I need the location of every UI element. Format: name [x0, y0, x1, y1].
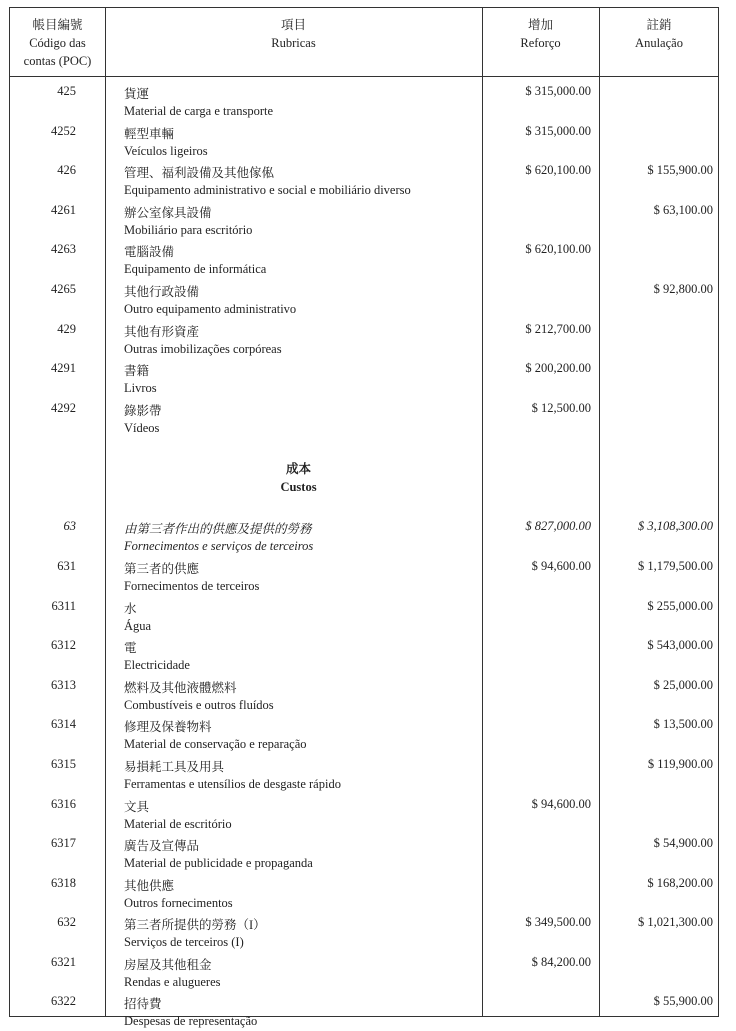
row-label-zh: 其他供應 — [124, 878, 175, 893]
table-row — [10, 121, 720, 161]
row-code: 4265 — [51, 281, 76, 296]
row-label-zh: 書籍 — [124, 364, 150, 379]
table-body — [10, 81, 720, 1031]
row-label-pt: Combustíveis e outros fluídos — [124, 697, 274, 712]
table-row — [10, 319, 720, 359]
header-anulacao-zh: 註銷 — [646, 18, 672, 32]
row-label-zh: 易損耗工具及用具 — [124, 759, 225, 774]
row-anulacao: $ 63,100.00 — [653, 202, 713, 217]
row-code: 425 — [57, 84, 76, 98]
row-code: 426 — [57, 163, 76, 178]
row-anulacao: $ 1,179,500.00 — [638, 558, 713, 573]
row-anulacao: $ 543,000.00 — [647, 638, 713, 653]
section-heading-zh: 成本 — [285, 462, 311, 477]
header-reforco-pt: Reforço — [520, 36, 561, 50]
row-anulacao: $ 92,800.00 — [653, 281, 713, 296]
row-label-zh: 電腦設備 — [124, 245, 175, 260]
row-anulacao: $ 55,900.00 — [653, 994, 713, 1009]
header-anulacao-pt: Anulação — [635, 36, 683, 50]
table-row — [10, 160, 720, 200]
row-code: 63 — [63, 519, 76, 534]
row-label-pt: Electricidade — [124, 658, 190, 673]
row-code: 6322 — [51, 994, 76, 1009]
row-label-pt: Vídeos — [124, 420, 160, 435]
row-label-pt: Ferramentas e utensílios de desgaste rápido — [124, 776, 341, 791]
table-row — [10, 794, 720, 834]
row-anulacao: $ 155,900.00 — [647, 163, 713, 178]
row-label-pt: Serviços de terceiros (I) — [124, 935, 244, 950]
row-code: 6312 — [51, 638, 76, 653]
row-label-zh: 修理及保養物料 — [124, 720, 212, 735]
row-label-zh: 水 — [124, 601, 137, 616]
row-reforco: $ 84,200.00 — [531, 954, 591, 969]
row-label-zh: 電 — [124, 641, 137, 656]
table-row — [10, 279, 720, 319]
row-reforco: $ 94,600.00 — [531, 558, 591, 573]
table-row — [10, 635, 720, 675]
row-label-pt: Material de carga e transporte — [124, 104, 273, 118]
row-label-zh: 第三者的供應 — [124, 561, 200, 576]
row-code: 632 — [57, 915, 76, 930]
row-label-pt: Veículos ligeiros — [124, 143, 208, 158]
row-label-pt: Livros — [124, 381, 157, 396]
table-row — [10, 912, 720, 952]
table-row — [10, 952, 720, 992]
section-heading — [10, 437, 720, 516]
row-label-zh: 錄影帶 — [124, 403, 162, 418]
row-code: 6317 — [51, 836, 76, 851]
table-row — [10, 833, 720, 873]
row-label-pt: Rendas e alugueres — [124, 974, 221, 989]
header-code-pt-2: contas (POC) — [23, 54, 92, 68]
header-reforco — [482, 8, 599, 76]
row-label-zh: 其他有形資產 — [124, 324, 200, 339]
row-code: 429 — [57, 321, 76, 336]
table-row — [10, 239, 720, 279]
table-row — [10, 873, 720, 913]
section-heading-pt: Custos — [280, 480, 317, 495]
row-reforco: $ 200,200.00 — [525, 361, 591, 376]
header-divider — [10, 76, 718, 77]
row-reforco: $ 827,000.00 — [525, 519, 591, 534]
row-code: 4291 — [51, 361, 76, 376]
row-label-zh: 房屋及其他租金 — [124, 957, 212, 972]
row-label-zh: 招待費 — [124, 997, 162, 1012]
table-row — [10, 675, 720, 715]
row-label-zh: 文具 — [124, 799, 150, 814]
row-label-pt: Material de publicidade e propaganda — [124, 856, 313, 871]
header-code — [10, 8, 105, 76]
row-code: 6316 — [51, 796, 76, 811]
header-anulacao — [599, 8, 719, 76]
table-row — [10, 398, 720, 438]
row-label-pt: Outras imobilizações corpóreas — [124, 341, 282, 356]
table-row — [10, 596, 720, 636]
table-row — [10, 714, 720, 754]
row-reforco: $ 94,600.00 — [531, 796, 591, 811]
table-row — [10, 991, 720, 1031]
table-row — [10, 200, 720, 240]
table-row — [10, 754, 720, 794]
table-row — [10, 81, 720, 121]
row-label-zh: 由第三者作出的供應及提供的勞務 — [124, 522, 312, 537]
header-code-zh: 帳目編號 — [32, 18, 83, 32]
row-label-zh: 燃料及其他液體燃料 — [124, 680, 237, 695]
row-label-pt: Material de conservação e reparação — [124, 737, 307, 752]
header-item-zh: 項目 — [280, 18, 306, 32]
row-label-zh: 管理、福利設備及其他傢俬 — [124, 166, 275, 181]
row-code: 4263 — [51, 242, 76, 257]
row-label-pt: Água — [124, 618, 152, 633]
row-reforco: $ 12,500.00 — [531, 400, 591, 415]
table-frame — [9, 7, 719, 1029]
table-row — [10, 516, 720, 556]
row-label-pt: Fornecimentos de terceiros — [124, 578, 260, 593]
row-label-zh: 貨運 — [124, 87, 150, 101]
row-code: 6315 — [51, 756, 76, 771]
row-code: 4292 — [51, 400, 76, 415]
table-row — [10, 358, 720, 398]
row-reforco: $ 212,700.00 — [525, 321, 591, 336]
row-anulacao: $ 54,900.00 — [653, 836, 713, 851]
row-label-pt: Mobiliário para escritório — [124, 222, 253, 237]
row-anulacao: $ 255,000.00 — [647, 598, 713, 613]
row-anulacao: $ 168,200.00 — [647, 875, 713, 890]
row-label-zh: 第三者所提供的勞務（I） — [124, 918, 266, 933]
row-label-pt: Material de escritório — [124, 816, 232, 831]
header-item — [105, 8, 482, 76]
row-code: 4252 — [51, 123, 76, 138]
row-code: 631 — [57, 558, 76, 573]
row-label-zh: 其他行政設備 — [124, 284, 200, 299]
row-label-zh: 輕型車輛 — [124, 126, 175, 141]
row-anulacao: $ 25,000.00 — [653, 677, 713, 692]
row-code: 6321 — [51, 954, 76, 969]
row-code: 6314 — [51, 717, 76, 732]
row-anulacao: $ 13,500.00 — [653, 717, 713, 732]
row-code: 6311 — [51, 598, 76, 613]
row-anulacao: $ 3,108,300.00 — [638, 519, 713, 534]
row-reforco: $ 620,100.00 — [525, 163, 591, 178]
row-anulacao: $ 1,021,300.00 — [638, 915, 713, 930]
header-reforco-zh: 增加 — [527, 18, 553, 32]
row-reforco: $ 349,500.00 — [525, 915, 591, 930]
row-label-zh: 廣告及宣傳品 — [124, 839, 200, 854]
row-reforco: $ 620,100.00 — [525, 242, 591, 257]
row-reforco: $ 315,000.00 — [525, 123, 591, 138]
row-anulacao: $ 119,900.00 — [647, 756, 713, 771]
row-label-pt: Despesas de representação — [124, 1014, 258, 1029]
row-label-pt: Outros fornecimentos — [124, 895, 233, 910]
row-label-pt: Fornecimentos e serviços de terceiros — [124, 539, 314, 554]
row-label-zh: 辦公室傢具設備 — [124, 205, 212, 220]
header-item-pt: Rubricas — [271, 36, 316, 50]
row-code: 4261 — [51, 202, 76, 217]
row-reforco: $ 315,000.00 — [525, 84, 591, 98]
row-code: 6318 — [51, 875, 76, 890]
row-code: 6313 — [51, 677, 76, 692]
row-label-pt: Equipamento administrativo e social e mobiliário diverso — [124, 183, 411, 198]
header-code-pt-1: Código das — [29, 36, 86, 50]
table-row — [10, 556, 720, 596]
row-label-pt: Equipamento de informática — [124, 262, 267, 277]
row-label-pt: Outro equipamento administrativo — [124, 301, 297, 316]
